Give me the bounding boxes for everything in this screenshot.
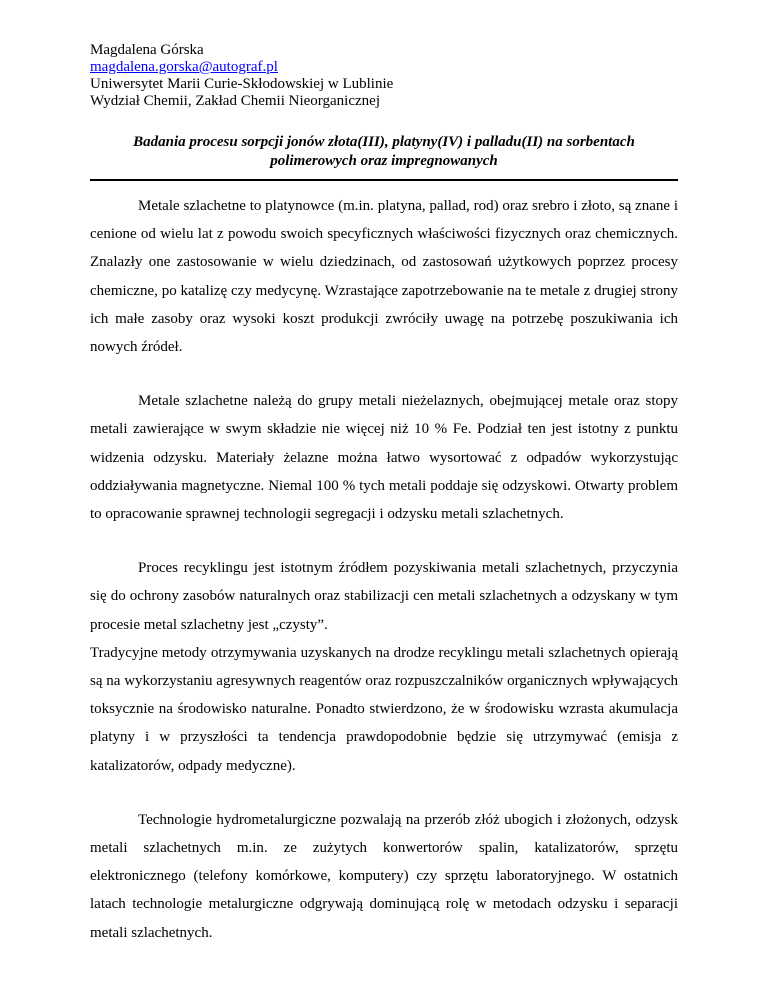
document-title: Badania procesu sorpcji jonów złota(III), platyny(IV) i palladu(II) na sorbentach polimerowych oraz impregnowanych — [133, 134, 635, 169]
paragraph-2: Metale szlachetne należą do grupy metali nieżelaznych, obejmującej metale oraz stopy metali zawierające w swym składzie nie więcej niż 10 % Fe. Podział ten jest istotny z punktu widzenia odzysku. Materiały żelazne można łatwo wysortować z odpadów wykorzystując oddziaływania magnetyczne. Niemal 100 % tych metali poddaje się odzyskowi. Otwarty problem to opracowanie sprawnej technologii segregacji i odzysku metali szlachetnych. — [90, 393, 678, 523]
author-email-line — [90, 59, 678, 76]
author-name: Magdalena Górska — [90, 42, 204, 58]
author-department: Wydział Chemii, Zakład Chemii Nieorganicznej — [90, 93, 380, 109]
paragraph-gap — [90, 361, 678, 387]
paragraph-1: Metale szlachetne to platynowce (m.in. platyna, pallad, rod) oraz srebro i złoto, są znane i cenione od wielu lat z powodu swoich specyficznych właściwości fizycznych oraz chemicznych. Znalazły one zastosowanie w wielu dziedzinach, od zastosowań użytkowych poprzez procesy chemiczne, po katalizę czy medycynę. Wzrastające zapotrzebowanie na te metale z drugiej strony ich małe zasoby oraz wysoki koszt produkcji zwróciły uwagę na potrzebę poszukiwania ich nowych źródeł. — [90, 198, 678, 356]
author-block — [90, 42, 678, 110]
paragraph-3: Proces recyklingu jest istotnym źródłem pozyskiwania metali szlachetnych, przyczynia się do ochrony zasobów naturalnych oraz stabilizacji cen metali szlachetnych a odzyskany w tym procesie metal szlachetny jest „czysty”. — [90, 560, 678, 633]
paragraph-5: Technologie hydrometalurgiczne pozwalają na przerób złóż ubogich i złożonych, odzysk metali szlachetnych m.in. ze zużytych konwertorów spalin, katalizatorów, sprzętu elektronicznego (telefony komórkowe, komputery) czy sprzętu laboratoryjnego. W ostatnich latach technologie metalurgiczne odgrywają dominującą rolę w metodach odzysku i separacji metali szlachetnych. — [90, 811, 678, 941]
paragraph-4: Tradycyjne metody otrzymywania uzyskanych na drodze recyklingu metali szlachetnych opierają są na wykorzystaniu agresywnych reagentów oraz rozpuszczalników organicznych wpływających toksycznie na środowisko naturalne. Ponadto stwierdzono, że w środowisku wzrasta akumulacja platyny i w przyszłości ta tendencja prawdopodobnie będzie się utrzymywać (emisja z katalizatorów, odpady medyczne). — [90, 644, 678, 774]
title-divider — [90, 179, 678, 181]
author-university: Uniwersytet Marii Curie-Skłodowskiej w Lublinie — [90, 76, 394, 92]
document-body — [90, 192, 678, 947]
document-page — [90, 42, 678, 947]
author-email-link[interactable]: magdalena.gorska@autograf.pl — [90, 59, 278, 75]
paragraph-gap — [90, 780, 678, 806]
paragraph-gap — [90, 528, 678, 554]
